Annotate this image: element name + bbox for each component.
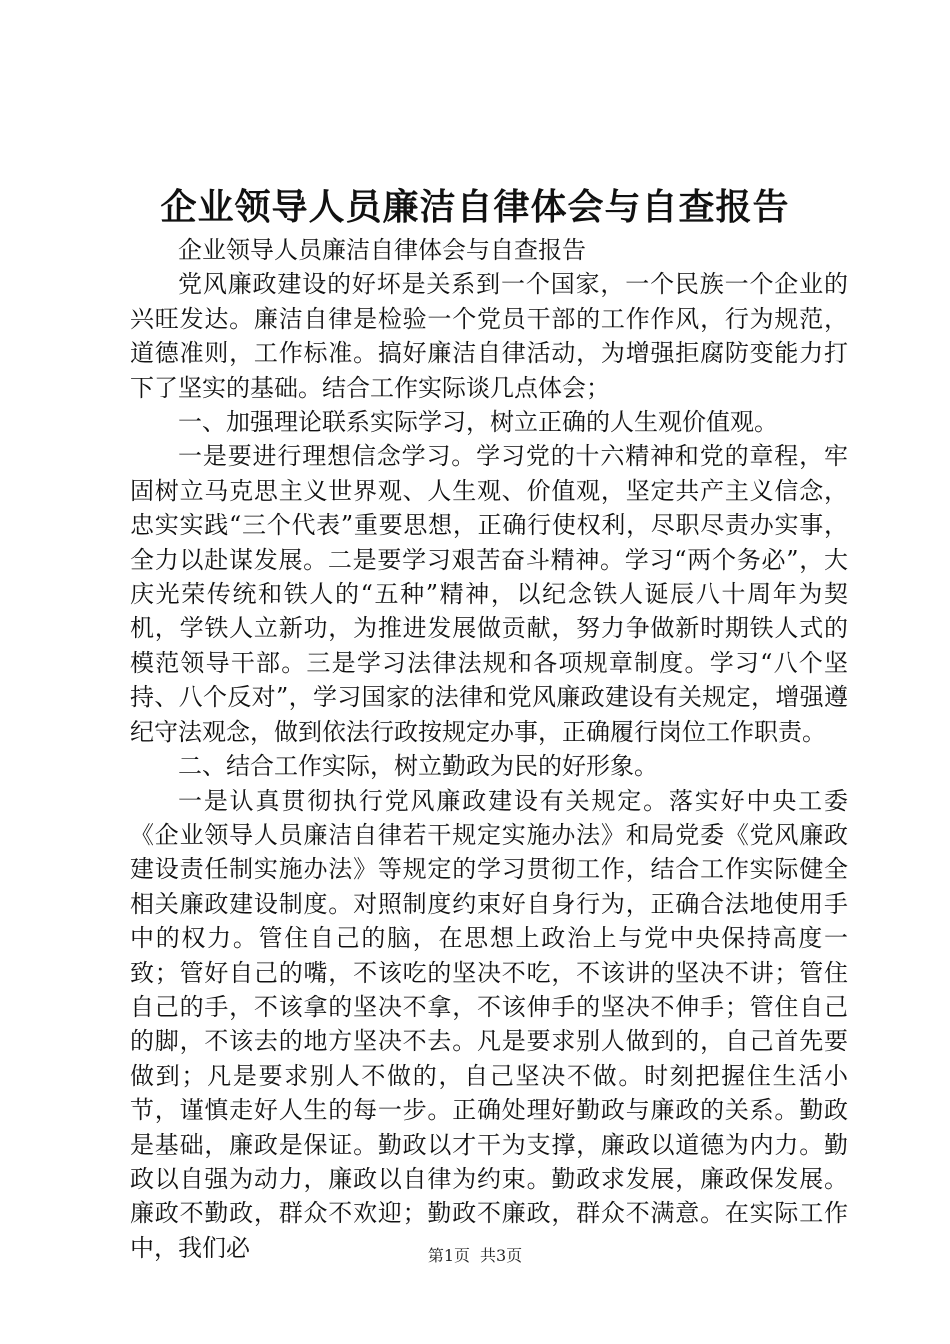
paragraph-section-2: 一是认真贯彻执行党风廉政建设有关规定。落实好中央工委《企业领导人员廉洁自律若干规定实施办法》和局党委《党风廉政建设责任制实施办法》等规定的学习贯彻工作，结合工作实际健全相关廉政建设制度。对照制度约束好自身行为，正确合法地使用手中的权力。管住自己的脑，在思想上政治上与党中央保持高度一致；管好自己的嘴，不该吃的坚决不吃，不该讲的坚决不讲；管住自己的手，不该拿的坚决不拿，不该伸手的坚决不伸手；管住自己的脚，不该去的地方坚决不去。凡是要求别人做到的，自己首先要做到；凡是要求别人不做的，自己坚决不做。时刻把握住生活小节，谨慎走好人生的每一步。正确处理好勤政与廉政的关系。勤政是基础，廉政是保证。勤政以才干为支撑，廉政以道德为内力。勤政以自强为动力，廉政以自律为约束。勤政求发展，廉政保发展。廉政不勤政，群众不欢迎；勤政不廉政，群众不满意。在实际工作中，我们必	[130, 786, 848, 1262]
page-footer	[0, 1244, 950, 1268]
document-body	[130, 233, 848, 1265]
page-total: 共3页	[480, 1246, 523, 1265]
section-heading-1: 一、加强理论联系实际学习，树立正确的人生观价值观。	[178, 408, 778, 437]
paragraph-section-1: 一是要进行理想信念学习。学习党的十六精神和党的章程，牢固树立马克思主义世界观、人生观、价值观，坚定共产主义信念，忠实实践“三个代表”重要思想，正确行使权利，尽职尽责办实事，全力以赴谋发展。二是要学习艰苦奋斗精神。学习“两个务必”，大庆光荣传统和铁人的“五种”精神，以纪念铁人诞辰八十周年为契机，学铁人立新功，为推进发展做贡献，努力争做新时期铁人式的模范领导干部。三是学习法律法规和各项规章制度。学习“八个坚持、八个反对”，学习国家的法律和党风廉政建设有关规定，增强遵纪守法观念，做到依法行政按规定办事，正确履行岗位工作职责。	[130, 442, 848, 746]
paragraph-intro: 党风廉政建设的好坏是关系到一个国家，一个民族一个企业的兴旺发达。廉洁自律是检验一个党员干部的工作作风，行为规范，道德准则，工作标准。搞好廉洁自律活动，为增强拒腐防变能力打下了坚实的基础。结合工作实际谈几点体会；	[130, 270, 848, 402]
page-number: 第1页	[427, 1246, 470, 1265]
document-title: 企业领导人员廉洁自律体会与自查报告	[160, 186, 790, 228]
paragraph-subtitle: 企业领导人员廉洁自律体会与自查报告	[178, 236, 586, 264]
section-heading-2: 二、结合工作实际，树立勤政为民的好形象。	[178, 752, 658, 781]
